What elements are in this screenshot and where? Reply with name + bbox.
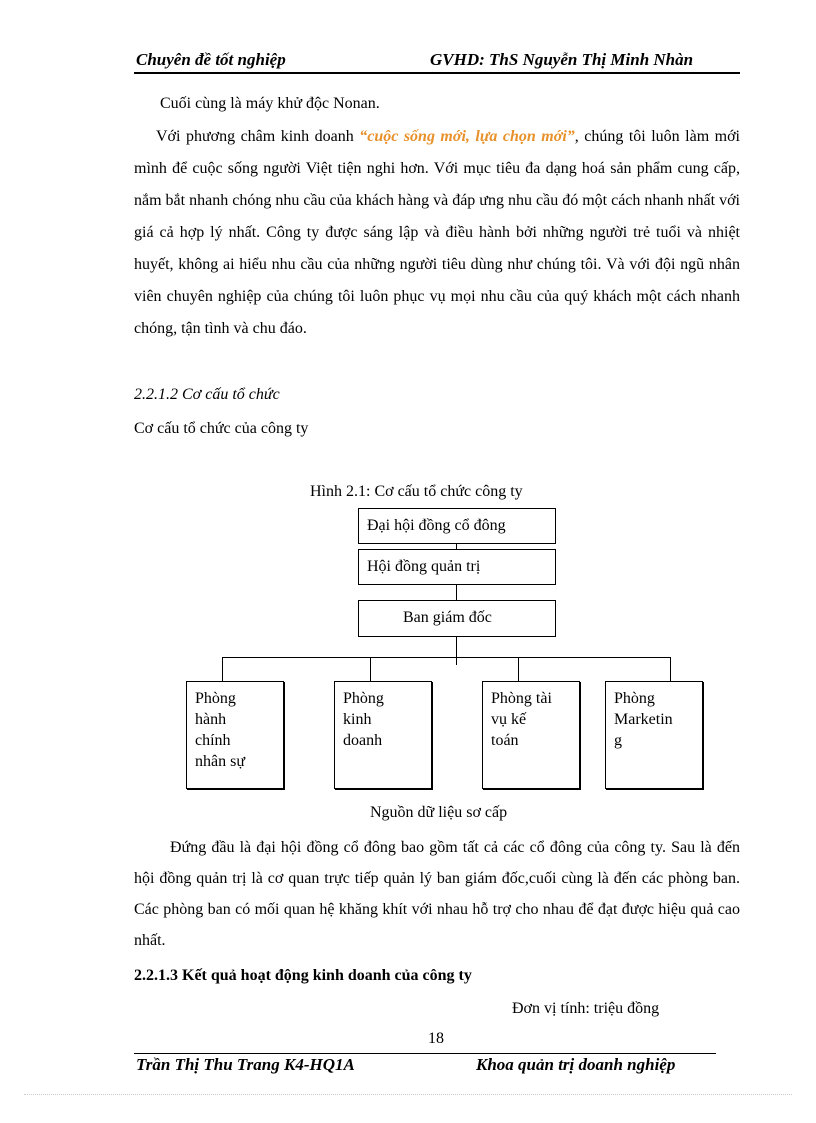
page-number: 18 [428,1030,444,1047]
unit-label: Đơn vị tính: triệu đồng [512,1000,660,1017]
org-box-sales [334,681,432,789]
org-structure-intro: Cơ cấu tổ chức của công ty [134,420,309,437]
org-box-shareholders-label: Đại hội đồng cổ đông [367,517,506,534]
section-heading-2-2-1-3: 2.2.1.3 Kết quả hoạt động kinh doanh của công ty [134,967,472,984]
org-box-admin-hr [186,681,284,789]
org-connector-dept-2 [370,657,371,681]
org-connector-dept-1 [222,657,223,681]
org-box-directors-label: Ban giám đốc [403,609,492,626]
header-supervisor: GVHD: ThS Nguyễn Thị Minh Nhàn [430,50,694,69]
header-title: Chuyên đề tốt nghiệp [136,50,286,69]
org-box-directors [358,600,556,637]
org-box-finance [482,681,580,789]
dept-3-line-3: toán [491,732,519,749]
paragraph-prefix: Với phương châm kinh doanh [156,128,360,145]
footer-divider [134,1053,716,1054]
paragraph-line-1: Cuối cùng là máy khử độc Nonan. [160,95,380,112]
org-box-board-label: Hội đồng quản trị [367,558,481,575]
org-connector-horizontal [222,657,670,658]
footer-author: Trần Thị Thu Trang K4-HQ1A [136,1055,355,1074]
footer-faculty: Khoa quản trị doanh nghiệp [476,1055,676,1074]
dept-2-line-1: Phòng [343,690,384,707]
dept-1-line-1: Phòng [195,690,236,707]
paragraph-rest: , chúng tôi luôn làm mới mình để cuộc sống người Việt tiện nghi hơn. Với mục tiêu đa dạng hoá sản phẩm cung cấp, nắm bắt nhanh chóng nhu cầu của khách hàng và đáp ưng nhu cầu đó một cách nhanh nhất với giá cả hợp lý nhất. Công ty được sáng lập và điều hành bởi những người trẻ tuổi và nhiệt huyết, không ai hiểu nhu cầu của những người tiêu dùng như chúng tôi. Và với đội ngũ nhân viên chuyên nghiệp của chúng tôi luôn phục vụ mọi nhu cầu của quý khách một cách nhanh chóng, tận tình và chu đáo. [134,128,741,337]
paragraph-business-motto [134,121,740,345]
section-heading-2-2-1-2: 2.2.1.2 Cơ cấu tổ chức [134,386,280,403]
dept-2-line-2: kinh [343,711,372,728]
dept-3-line-2: vụ kế [491,711,527,728]
org-chart-caption: Hình 2.1: Cơ cấu tổ chức công ty [310,483,523,500]
dept-1-line-2: hành [195,711,227,728]
dept-4-line-2: Marketin [614,711,673,728]
dept-3-line-1: Phòng tài [491,690,552,707]
dept-2-line-3: doanh [343,732,383,749]
paragraph-org-explanation: Đứng đầu là đại hội đồng cổ đông bao gồm tất cả các cổ đông của công ty. Sau là đến hội đồng quản trị là cơ quan trực tiếp quản lý ban giám đốc,cuối cùng là đến các phòng ban. Các phòng ban có mối quan hệ khăng khít với nhau hỗ trợ cho nhau để đạt được hiệu quả cao nhất. [134,839,740,949]
slogan-text: “cuộc sống mới, lựa chọn mới” [359,128,575,145]
dept-1-line-3: chính [195,732,231,749]
org-connector-dept-4 [670,657,671,681]
dept-1-line-4: nhân sự [195,753,245,770]
org-connector-dept-3 [518,657,519,681]
org-box-marketing [605,681,703,789]
header-divider [134,72,740,74]
org-box-board [358,549,556,585]
org-connector-to-departments [456,637,457,665]
dept-4-line-1: Phòng [614,690,655,707]
page-edge [24,1094,792,1095]
org-chart-source: Nguồn dữ liệu sơ cấp [370,804,508,821]
dept-4-line-3: g [614,732,622,749]
org-box-shareholders [358,508,556,544]
